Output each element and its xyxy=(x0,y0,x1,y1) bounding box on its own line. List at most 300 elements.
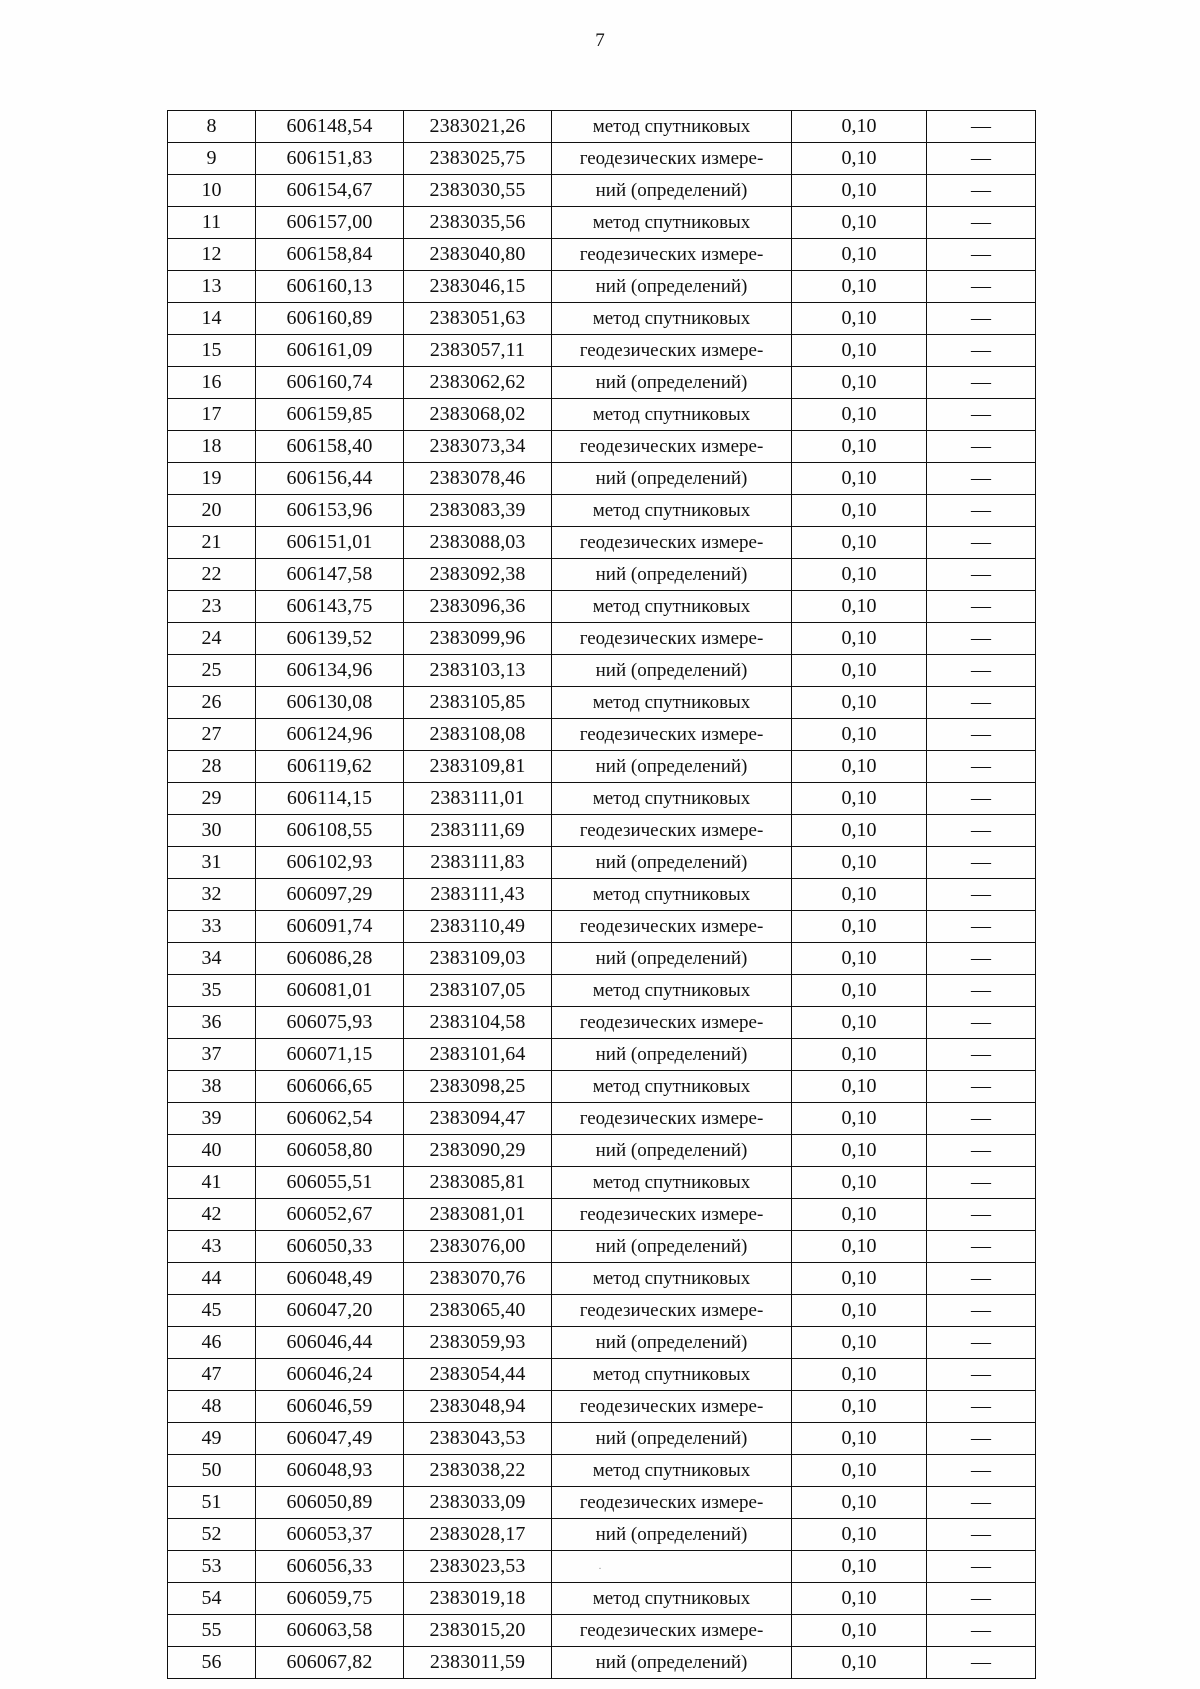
cell-description: — xyxy=(927,1007,1036,1039)
cell-point-number: 24 xyxy=(168,623,256,655)
cell-method: геодезических измере- xyxy=(552,1007,792,1039)
cell-description: — xyxy=(927,271,1036,303)
cell-accuracy: 0,10 xyxy=(792,1071,927,1103)
cell-coordinate-y: 2383043,53 xyxy=(404,1423,552,1455)
cell-description: — xyxy=(927,111,1036,143)
cell-method: метод спутниковых xyxy=(552,975,792,1007)
cell-method: ний (определений) xyxy=(552,559,792,591)
table-row xyxy=(168,1487,1036,1519)
cell-coordinate-x: 606053,37 xyxy=(256,1519,404,1551)
cell-description: — xyxy=(927,1391,1036,1423)
cell-accuracy: 0,10 xyxy=(792,367,927,399)
table-row xyxy=(168,815,1036,847)
table-row xyxy=(168,559,1036,591)
cell-accuracy: 0,10 xyxy=(792,1615,927,1647)
table-row xyxy=(168,911,1036,943)
cell-accuracy: 0,10 xyxy=(792,303,927,335)
cell-point-number: 47 xyxy=(168,1359,256,1391)
cell-description: — xyxy=(927,911,1036,943)
table-row xyxy=(168,239,1036,271)
cell-coordinate-x: 606052,67 xyxy=(256,1199,404,1231)
cell-coordinate-x: 606161,09 xyxy=(256,335,404,367)
cell-point-number: 20 xyxy=(168,495,256,527)
cell-point-number: 39 xyxy=(168,1103,256,1135)
cell-point-number: 21 xyxy=(168,527,256,559)
cell-point-number: 40 xyxy=(168,1135,256,1167)
table-row xyxy=(168,943,1036,975)
table-row xyxy=(168,1647,1036,1679)
cell-accuracy: 0,10 xyxy=(792,847,927,879)
cell-coordinate-x: 606114,15 xyxy=(256,783,404,815)
cell-coordinate-x: 606081,01 xyxy=(256,975,404,1007)
cell-accuracy: 0,10 xyxy=(792,815,927,847)
cell-coordinate-y: 2383068,02 xyxy=(404,399,552,431)
table-row xyxy=(168,143,1036,175)
cell-coordinate-x: 606071,15 xyxy=(256,1039,404,1071)
cell-method: геодезических измере- xyxy=(552,815,792,847)
cell-coordinate-y: 2383105,85 xyxy=(404,687,552,719)
cell-method: метод спутниковых xyxy=(552,879,792,911)
cell-point-number: 33 xyxy=(168,911,256,943)
cell-coordinate-y: 2383023,53 xyxy=(404,1551,552,1583)
cell-coordinate-y: 2383103,13 xyxy=(404,655,552,687)
cell-accuracy: 0,10 xyxy=(792,1007,927,1039)
cell-coordinate-x: 606153,96 xyxy=(256,495,404,527)
cell-coordinate-y: 2383088,03 xyxy=(404,527,552,559)
cell-coordinate-x: 606047,20 xyxy=(256,1295,404,1327)
cell-method: метод спутниковых xyxy=(552,687,792,719)
cell-accuracy: 0,10 xyxy=(792,1391,927,1423)
cell-description: — xyxy=(927,1199,1036,1231)
cell-method: геодезических измере- xyxy=(552,431,792,463)
cell-point-number: 15 xyxy=(168,335,256,367)
cell-accuracy: 0,10 xyxy=(792,271,927,303)
table-row xyxy=(168,303,1036,335)
cell-method: геодезических измере- xyxy=(552,1199,792,1231)
cell-method: геодезических измере- xyxy=(552,335,792,367)
cell-coordinate-y: 2383101,64 xyxy=(404,1039,552,1071)
cell-point-number: 26 xyxy=(168,687,256,719)
table-row xyxy=(168,111,1036,143)
table-row xyxy=(168,1039,1036,1071)
cell-description: — xyxy=(927,1647,1036,1679)
cell-method: ний (определений) xyxy=(552,1135,792,1167)
cell-description: — xyxy=(927,1455,1036,1487)
cell-coordinate-x: 606143,75 xyxy=(256,591,404,623)
cell-description: — xyxy=(927,463,1036,495)
cell-description: — xyxy=(927,815,1036,847)
cell-accuracy: 0,10 xyxy=(792,143,927,175)
cell-coordinate-y: 2383028,17 xyxy=(404,1519,552,1551)
table-row xyxy=(168,1295,1036,1327)
table-row xyxy=(168,719,1036,751)
cell-coordinate-x: 606102,93 xyxy=(256,847,404,879)
cell-coordinate-y: 2383108,08 xyxy=(404,719,552,751)
cell-coordinate-y: 2383030,55 xyxy=(404,175,552,207)
cell-accuracy: 0,10 xyxy=(792,1263,927,1295)
cell-coordinate-x: 606056,33 xyxy=(256,1551,404,1583)
cell-coordinate-y: 2383021,26 xyxy=(404,111,552,143)
cell-accuracy: 0,10 xyxy=(792,1359,927,1391)
cell-coordinate-y: 2383111,43 xyxy=(404,879,552,911)
cell-accuracy: 0,10 xyxy=(792,1103,927,1135)
table-row xyxy=(168,1455,1036,1487)
table-row xyxy=(168,1103,1036,1135)
cell-method: ний (определений) xyxy=(552,367,792,399)
cell-description: — xyxy=(927,655,1036,687)
cell-coordinate-y: 2383065,40 xyxy=(404,1295,552,1327)
cell-description: — xyxy=(927,1295,1036,1327)
table-row xyxy=(168,527,1036,559)
cell-coordinate-x: 606119,62 xyxy=(256,751,404,783)
cell-coordinate-y: 2383107,05 xyxy=(404,975,552,1007)
table-row xyxy=(168,175,1036,207)
cell-description: — xyxy=(927,1135,1036,1167)
cell-accuracy: 0,10 xyxy=(792,111,927,143)
cell-coordinate-x: 606086,28 xyxy=(256,943,404,975)
cell-coordinate-x: 606151,83 xyxy=(256,143,404,175)
cell-coordinate-x: 606148,54 xyxy=(256,111,404,143)
cell-description: — xyxy=(927,1615,1036,1647)
cell-coordinate-x: 606066,65 xyxy=(256,1071,404,1103)
table-row xyxy=(168,1167,1036,1199)
cell-accuracy: 0,10 xyxy=(792,175,927,207)
cell-method: метод спутниковых xyxy=(552,783,792,815)
cell-coordinate-y: 2383111,69 xyxy=(404,815,552,847)
cell-accuracy: 0,10 xyxy=(792,463,927,495)
cell-description: — xyxy=(927,527,1036,559)
cell-method: геодезических измере- xyxy=(552,1487,792,1519)
cell-description: — xyxy=(927,687,1036,719)
cell-point-number: 55 xyxy=(168,1615,256,1647)
cell-description: — xyxy=(927,591,1036,623)
cell-accuracy: 0,10 xyxy=(792,1327,927,1359)
table-row xyxy=(168,431,1036,463)
cell-point-number: 14 xyxy=(168,303,256,335)
cell-coordinate-y: 2383048,94 xyxy=(404,1391,552,1423)
cell-coordinate-y: 2383073,34 xyxy=(404,431,552,463)
cell-coordinate-y: 2383051,63 xyxy=(404,303,552,335)
table-row xyxy=(168,207,1036,239)
cell-coordinate-x: 606050,33 xyxy=(256,1231,404,1263)
cell-description: — xyxy=(927,303,1036,335)
cell-coordinate-x: 606059,75 xyxy=(256,1583,404,1615)
cell-coordinate-y: 2383111,01 xyxy=(404,783,552,815)
cell-coordinate-x: 606050,89 xyxy=(256,1487,404,1519)
cell-method: геодезических измере- xyxy=(552,143,792,175)
cell-coordinate-y: 2383019,18 xyxy=(404,1583,552,1615)
cell-coordinate-x: 606046,44 xyxy=(256,1327,404,1359)
cell-accuracy: 0,10 xyxy=(792,1551,927,1583)
cell-method: метод спутниковых xyxy=(552,495,792,527)
cell-point-number: 54 xyxy=(168,1583,256,1615)
cell-coordinate-x: 606160,74 xyxy=(256,367,404,399)
cell-coordinate-x: 606108,55 xyxy=(256,815,404,847)
cell-method: геодезических измере- xyxy=(552,527,792,559)
cell-point-number: 52 xyxy=(168,1519,256,1551)
cell-coordinate-x: 606067,82 xyxy=(256,1647,404,1679)
cell-coordinate-x: 606055,51 xyxy=(256,1167,404,1199)
cell-accuracy: 0,10 xyxy=(792,1487,927,1519)
cell-point-number: 43 xyxy=(168,1231,256,1263)
cell-coordinate-y: 2383070,76 xyxy=(404,1263,552,1295)
cell-method: метод спутниковых xyxy=(552,111,792,143)
cell-description: — xyxy=(927,1167,1036,1199)
cell-coordinate-y: 2383092,38 xyxy=(404,559,552,591)
table-row xyxy=(168,623,1036,655)
cell-coordinate-x: 606154,67 xyxy=(256,175,404,207)
cell-accuracy: 0,10 xyxy=(792,783,927,815)
cell-accuracy: 0,10 xyxy=(792,495,927,527)
cell-point-number: 56 xyxy=(168,1647,256,1679)
cell-point-number: 34 xyxy=(168,943,256,975)
cell-method: геодезических измере- xyxy=(552,719,792,751)
cell-coordinate-x: 606091,74 xyxy=(256,911,404,943)
cell-point-number: 36 xyxy=(168,1007,256,1039)
cell-description: — xyxy=(927,367,1036,399)
table-row xyxy=(168,847,1036,879)
cell-point-number: 27 xyxy=(168,719,256,751)
cell-point-number: 10 xyxy=(168,175,256,207)
table-row xyxy=(168,271,1036,303)
cell-accuracy: 0,10 xyxy=(792,1199,927,1231)
cell-coordinate-y: 2383081,01 xyxy=(404,1199,552,1231)
cell-description: — xyxy=(927,943,1036,975)
coordinates-table-body xyxy=(168,111,1036,1679)
cell-method: ний (определений) xyxy=(552,1039,792,1071)
cell-coordinate-x: 606058,80 xyxy=(256,1135,404,1167)
cell-accuracy: 0,10 xyxy=(792,431,927,463)
cell-description: — xyxy=(927,1039,1036,1071)
cell-description: — xyxy=(927,1071,1036,1103)
cell-description: — xyxy=(927,175,1036,207)
page-number: 7 xyxy=(595,30,605,51)
cell-coordinate-x: 606046,59 xyxy=(256,1391,404,1423)
cell-point-number: 35 xyxy=(168,975,256,1007)
cell-description: — xyxy=(927,1327,1036,1359)
cell-accuracy: 0,10 xyxy=(792,239,927,271)
cell-method: ний (определений) xyxy=(552,271,792,303)
table-row xyxy=(168,1007,1036,1039)
cell-coordinate-x: 606160,13 xyxy=(256,271,404,303)
cell-point-number: 37 xyxy=(168,1039,256,1071)
cell-coordinate-x: 606151,01 xyxy=(256,527,404,559)
cell-coordinate-x: 606159,85 xyxy=(256,399,404,431)
cell-coordinate-x: 606147,58 xyxy=(256,559,404,591)
cell-description: — xyxy=(927,495,1036,527)
cell-description: — xyxy=(927,431,1036,463)
cell-coordinate-y: 2383046,15 xyxy=(404,271,552,303)
cell-coordinate-y: 2383038,22 xyxy=(404,1455,552,1487)
cell-accuracy: 0,10 xyxy=(792,943,927,975)
table-row xyxy=(168,783,1036,815)
table-row xyxy=(168,1135,1036,1167)
cell-point-number: 11 xyxy=(168,207,256,239)
coordinates-table xyxy=(167,110,1036,1679)
cell-coordinate-y: 2383096,36 xyxy=(404,591,552,623)
cell-description: — xyxy=(927,335,1036,367)
cell-coordinate-y: 2383033,09 xyxy=(404,1487,552,1519)
cell-point-number: 50 xyxy=(168,1455,256,1487)
cell-method: метод спутниковых xyxy=(552,207,792,239)
cell-method: метод спутниковых xyxy=(552,399,792,431)
cell-coordinate-x: 606046,24 xyxy=(256,1359,404,1391)
cell-accuracy: 0,10 xyxy=(792,1423,927,1455)
cell-point-number: 23 xyxy=(168,591,256,623)
cell-description: — xyxy=(927,719,1036,751)
cell-coordinate-x: 606048,49 xyxy=(256,1263,404,1295)
cell-accuracy: 0,10 xyxy=(792,623,927,655)
cell-coordinate-y: 2383062,62 xyxy=(404,367,552,399)
cell-coordinate-y: 2383011,59 xyxy=(404,1647,552,1679)
cell-coordinate-y: 2383090,29 xyxy=(404,1135,552,1167)
cell-point-number: 13 xyxy=(168,271,256,303)
cell-coordinate-y: 2383110,49 xyxy=(404,911,552,943)
cell-accuracy: 0,10 xyxy=(792,527,927,559)
cell-point-number: 25 xyxy=(168,655,256,687)
cell-accuracy: 0,10 xyxy=(792,1455,927,1487)
cell-accuracy: 0,10 xyxy=(792,1295,927,1327)
cell-point-number: 32 xyxy=(168,879,256,911)
cell-point-number: 53 xyxy=(168,1551,256,1583)
cell-coordinate-y: 2383098,25 xyxy=(404,1071,552,1103)
cell-method: геодезических измере- xyxy=(552,1615,792,1647)
cell-point-number: 16 xyxy=(168,367,256,399)
cell-point-number: 28 xyxy=(168,751,256,783)
cell-method: метод спутниковых xyxy=(552,303,792,335)
table-row xyxy=(168,1583,1036,1615)
table-row xyxy=(168,1391,1036,1423)
cell-coordinate-y: 2383083,39 xyxy=(404,495,552,527)
cell-point-number: 12 xyxy=(168,239,256,271)
table-row xyxy=(168,1071,1036,1103)
cell-accuracy: 0,10 xyxy=(792,1583,927,1615)
cell-description: — xyxy=(927,751,1036,783)
cell-method: ний (определений) xyxy=(552,943,792,975)
cell-accuracy: 0,10 xyxy=(792,975,927,1007)
cell-description: — xyxy=(927,1583,1036,1615)
cell-accuracy: 0,10 xyxy=(792,207,927,239)
cell-accuracy: 0,10 xyxy=(792,1135,927,1167)
cell-description: — xyxy=(927,1423,1036,1455)
table-row xyxy=(168,367,1036,399)
cell-coordinate-y: 2383054,44 xyxy=(404,1359,552,1391)
cell-coordinate-x: 606097,29 xyxy=(256,879,404,911)
table-row xyxy=(168,1199,1036,1231)
cell-method: ний (определений) xyxy=(552,751,792,783)
cell-accuracy: 0,10 xyxy=(792,591,927,623)
cell-point-number: 41 xyxy=(168,1167,256,1199)
cell-method: ний (определений) xyxy=(552,1423,792,1455)
cell-method: ний (определений) xyxy=(552,1327,792,1359)
cell-method: метод спутниковых xyxy=(552,1071,792,1103)
cell-method: ний (определений) xyxy=(552,1231,792,1263)
cell-accuracy: 0,10 xyxy=(792,879,927,911)
cell-method: ний (определений) xyxy=(552,175,792,207)
cell-coordinate-x: 606156,44 xyxy=(256,463,404,495)
cell-coordinate-y: 2383104,58 xyxy=(404,1007,552,1039)
cell-coordinate-x: 606160,89 xyxy=(256,303,404,335)
table-row xyxy=(168,687,1036,719)
cell-description: — xyxy=(927,559,1036,591)
cell-accuracy: 0,10 xyxy=(792,559,927,591)
cell-description: — xyxy=(927,1487,1036,1519)
cell-accuracy: 0,10 xyxy=(792,911,927,943)
table-row xyxy=(168,975,1036,1007)
cell-method: ний (определений) xyxy=(552,655,792,687)
footer-mark: . xyxy=(598,1560,602,1572)
cell-description: — xyxy=(927,239,1036,271)
cell-description: — xyxy=(927,1231,1036,1263)
cell-accuracy: 0,10 xyxy=(792,751,927,783)
cell-accuracy: 0,10 xyxy=(792,1167,927,1199)
cell-method: метод спутниковых xyxy=(552,591,792,623)
table-row xyxy=(168,495,1036,527)
cell-point-number: 46 xyxy=(168,1327,256,1359)
cell-method: ний (определений) xyxy=(552,1647,792,1679)
table-row xyxy=(168,655,1036,687)
cell-coordinate-y: 2383025,75 xyxy=(404,143,552,175)
cell-point-number: 31 xyxy=(168,847,256,879)
cell-coordinate-x: 606062,54 xyxy=(256,1103,404,1135)
cell-method: геодезических измере- xyxy=(552,1295,792,1327)
cell-coordinate-y: 2383099,96 xyxy=(404,623,552,655)
table-row xyxy=(168,1519,1036,1551)
cell-point-number: 9 xyxy=(168,143,256,175)
cell-description: — xyxy=(927,1519,1036,1551)
cell-coordinate-y: 2383035,56 xyxy=(404,207,552,239)
cell-point-number: 22 xyxy=(168,559,256,591)
cell-accuracy: 0,10 xyxy=(792,655,927,687)
cell-accuracy: 0,10 xyxy=(792,335,927,367)
table-row xyxy=(168,751,1036,783)
cell-method: геодезических измере- xyxy=(552,1391,792,1423)
cell-method: ний (определений) xyxy=(552,463,792,495)
cell-description: — xyxy=(927,399,1036,431)
cell-coordinate-x: 606158,84 xyxy=(256,239,404,271)
cell-accuracy: 0,10 xyxy=(792,1647,927,1679)
cell-coordinate-y: 2383057,11 xyxy=(404,335,552,367)
table-row xyxy=(168,1327,1036,1359)
cell-description: — xyxy=(927,1359,1036,1391)
cell-method: ний (определений) xyxy=(552,1519,792,1551)
cell-point-number: 44 xyxy=(168,1263,256,1295)
cell-point-number: 49 xyxy=(168,1423,256,1455)
cell-coordinate-y: 2383076,00 xyxy=(404,1231,552,1263)
cell-description: — xyxy=(927,143,1036,175)
cell-description: — xyxy=(927,783,1036,815)
cell-coordinate-x: 606047,49 xyxy=(256,1423,404,1455)
cell-accuracy: 0,10 xyxy=(792,1039,927,1071)
cell-coordinate-x: 606139,52 xyxy=(256,623,404,655)
cell-description: — xyxy=(927,207,1036,239)
cell-point-number: 18 xyxy=(168,431,256,463)
cell-coordinate-x: 606048,93 xyxy=(256,1455,404,1487)
cell-coordinate-y: 2383040,80 xyxy=(404,239,552,271)
cell-point-number: 8 xyxy=(168,111,256,143)
cell-description: — xyxy=(927,975,1036,1007)
cell-coordinate-y: 2383109,81 xyxy=(404,751,552,783)
cell-point-number: 45 xyxy=(168,1295,256,1327)
table-row xyxy=(168,1231,1036,1263)
table-row xyxy=(168,335,1036,367)
cell-point-number: 29 xyxy=(168,783,256,815)
cell-accuracy: 0,10 xyxy=(792,1519,927,1551)
cell-description: — xyxy=(927,847,1036,879)
cell-coordinate-y: 2383094,47 xyxy=(404,1103,552,1135)
cell-description: — xyxy=(927,1263,1036,1295)
cell-method: ний (определений) xyxy=(552,847,792,879)
